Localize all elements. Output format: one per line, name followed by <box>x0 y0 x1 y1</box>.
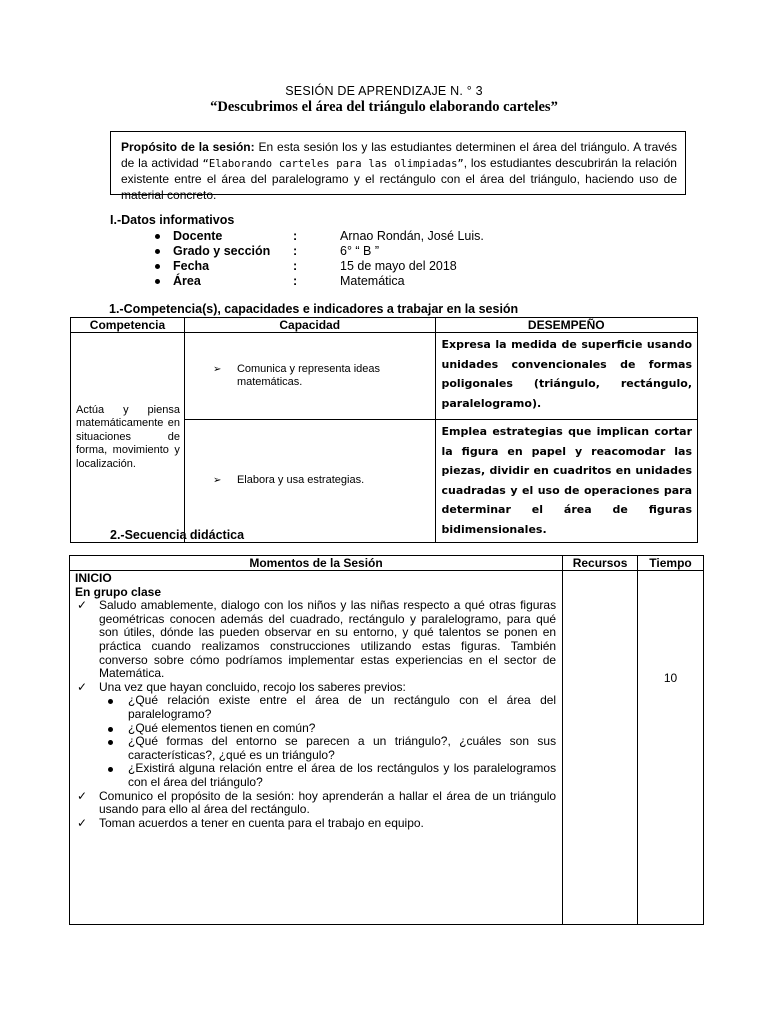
sequence-heading: 2.-Secuencia didáctica <box>110 528 245 542</box>
check-icon: ✓ <box>77 815 88 830</box>
performance-text: Emplea estrategias que implican cortar la figura en papel y reacomodar las piezas, dividir en cuadritos en unidades cuadradas y el uso de operaciones para determinar el área de figuras bidimensionales. <box>435 420 698 543</box>
info-label: Área <box>173 274 201 288</box>
check-item <box>75 817 556 831</box>
time-cell: 10 <box>638 571 704 925</box>
bullet <box>108 727 113 732</box>
info-colon: : <box>293 229 298 243</box>
purpose-text-a: En esta sesión los y las estudiantes determinen el área del triángulo. A través de la actividad <box>121 140 677 170</box>
info-colon: : <box>293 274 298 288</box>
bullet <box>155 234 160 239</box>
group-title: En grupo clase <box>75 584 162 599</box>
question-item <box>75 762 556 789</box>
header-performance: DESEMPEÑO <box>435 318 698 333</box>
info-value: Arnao Rondán, José Luis. <box>340 229 484 243</box>
info-label: Grado y sección <box>173 244 271 258</box>
info-label: Docente <box>173 229 223 243</box>
info-colon: : <box>293 259 298 273</box>
arrow-icon: ➢ <box>212 363 222 375</box>
bullet <box>155 279 160 284</box>
info-value: 15 de mayo del 2018 <box>340 259 457 273</box>
competency-row <box>71 333 698 420</box>
item-text: Toman acuerdos a tener en cuenta para el trabajo en equipo. <box>99 815 424 830</box>
header-time: Tiempo <box>638 556 704 571</box>
bullet <box>108 740 113 745</box>
bullet <box>108 699 113 704</box>
purpose-text-b: , los estudiantes descubrirán la relación existente entre el área del paralelogramo y el rectángulo con el área del triángulo, haciendo uso de material concreto. <box>121 155 677 202</box>
question-text: ¿Qué formas del entorno se parecen a un triángulo?, ¿cuáles son sus características?, ¿qué es un triángulo? <box>128 734 557 762</box>
question-item <box>75 735 556 762</box>
bullet <box>155 249 160 254</box>
purpose-activity: “Elaborando carteles para las olimpiadas” <box>202 157 464 170</box>
question-text: ¿Qué elementos tienen en común? <box>128 720 316 735</box>
resources-cell <box>563 571 638 925</box>
session-title: SESIÓN DE APRENDIZAJE N. ° 3 <box>285 84 483 98</box>
question-text: ¿Qué relación existe entre el área de un rectángulo con el área del paralelogramo? <box>128 693 557 721</box>
sequence-table <box>69 555 704 925</box>
header-capacity: Capacidad <box>184 318 435 333</box>
header-competence: Competencia <box>71 318 185 333</box>
capacity-text: Comunica y representa ideas matemáticas. <box>236 362 381 388</box>
arrow-icon: ➢ <box>212 475 222 487</box>
competency-header-row <box>71 318 698 333</box>
check-icon: ✓ <box>77 788 88 803</box>
purpose-box <box>110 131 686 202</box>
item-text: Saludo amablemente, dialogo con los niños y las niñas respecto a qué otras figuras geométricas conocen además del cuadrado, rectángulo y paralelogramo, para qué son útiles, dónde las pueden observar en su entorno, y qué talentos se ponen en práctica cuando realizamos construcciones utilizando estas figuras. También converso sobre cómo podríamos implementar estas experiencias en el sector de Matemática. <box>99 598 557 681</box>
bullet <box>108 767 113 772</box>
info-colon: : <box>293 244 298 258</box>
capacity-text: Elabora y usa estrategias. <box>236 474 365 487</box>
header-resources: Recursos <box>563 556 638 571</box>
check-icon: ✓ <box>77 598 88 613</box>
capacity-cell <box>184 333 435 420</box>
info-label: Fecha <box>173 259 210 273</box>
header-moments: Momentos de la Sesión <box>70 556 563 571</box>
sequence-header-row <box>70 556 704 571</box>
check-item <box>75 790 556 817</box>
purpose-label: Propósito de la sesión: <box>121 140 255 154</box>
question-text: ¿Existirá alguna relación entre el área de los rectángulos y los paralelogramos con el área del triángulo? <box>128 761 557 789</box>
info-value: Matemática <box>340 274 405 288</box>
competency-table <box>70 317 698 543</box>
competence-text: Actúa y piensa matemáticamente en situaciones de forma, movimiento y localización. <box>71 333 185 543</box>
session-subtitle: “Descubrimos el área del triángulo elaborando carteles” <box>210 99 558 115</box>
competency-heading: 1.-Competencia(s), capacidades e indicadores a trabajar en la sesión <box>109 302 519 316</box>
check-item <box>75 599 556 681</box>
check-item <box>75 681 556 695</box>
phase-title: INICIO <box>75 571 112 585</box>
info-heading: I.-Datos informativos <box>110 213 235 227</box>
question-item <box>75 722 556 736</box>
bullet <box>155 264 160 269</box>
sequence-row <box>70 571 704 925</box>
moments-cell <box>70 571 563 925</box>
check-icon: ✓ <box>77 679 88 694</box>
capacity-cell <box>184 420 435 543</box>
item-text: Comunico el propósito de la sesión: hoy aprenderán a hallar el área de un triángulo usando para ello al área del rectángulo. <box>99 788 557 817</box>
item-text: Una vez que hayan concluido, recojo los saberes previos: <box>99 679 406 694</box>
info-value: 6° “ B ” <box>340 244 380 258</box>
question-item <box>75 694 556 721</box>
performance-text: Expresa la medida de superficie usando unidades convencionales de formas poligonales (triángulo, rectángulo, paralelogramo). <box>435 333 698 420</box>
